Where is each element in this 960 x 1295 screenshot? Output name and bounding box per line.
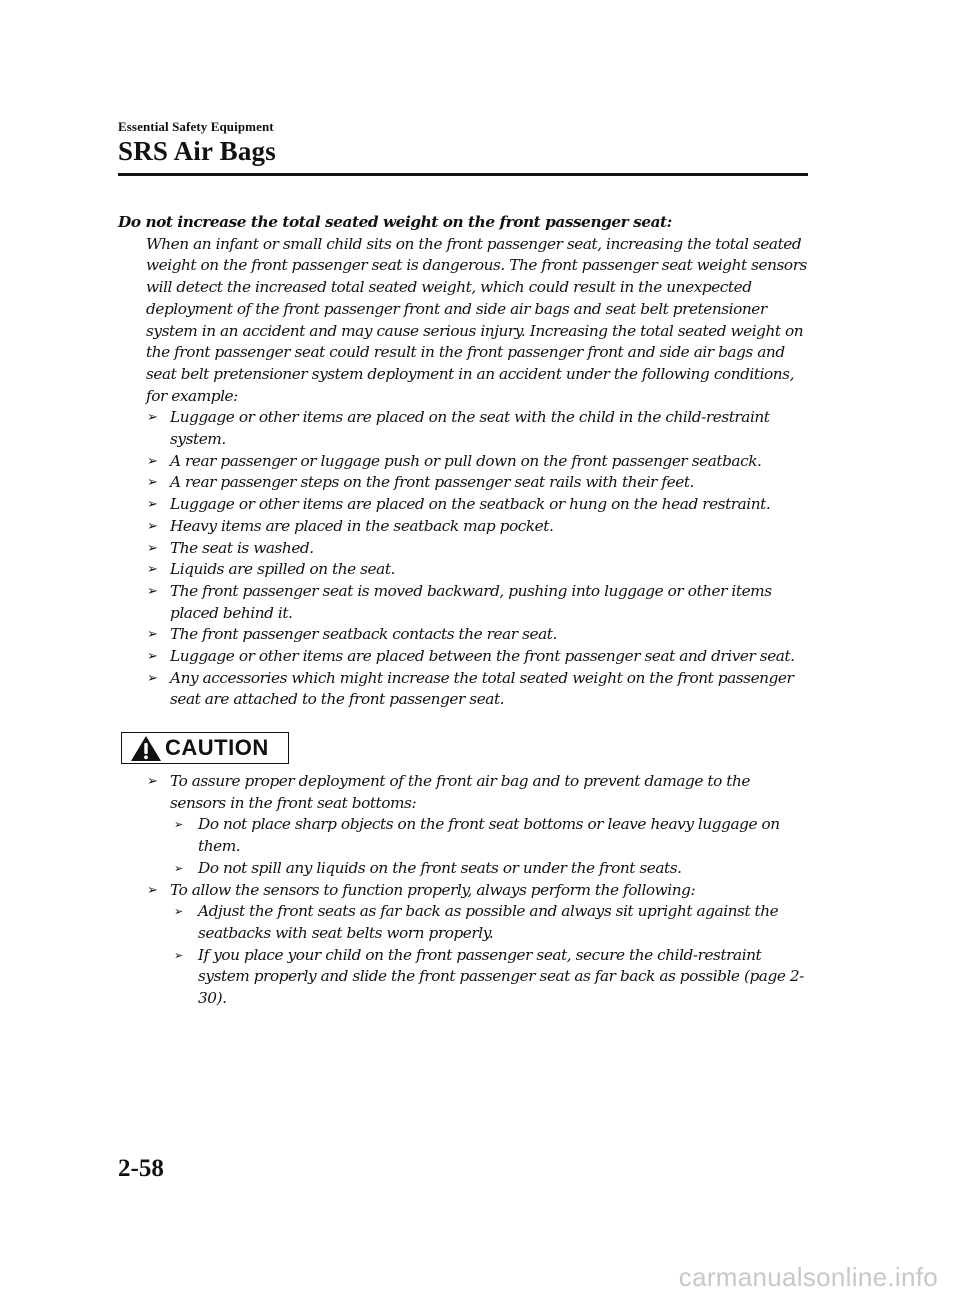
caution-list xyxy=(146,771,810,1010)
list-item xyxy=(146,646,810,668)
list-item-text: To assure proper deployment of the front air bag and to prevent damage to the sensors in the front seat bottoms: xyxy=(170,772,750,812)
sub-list-item-text: If you place your child on the front passenger seat, secure the child-restraint system properly and slide the front passenger seat as far back as possible (page 2-30). xyxy=(198,945,804,1008)
warning-heading: Do not increase the total seated weight on the front passenger seat: xyxy=(118,213,672,231)
sub-list xyxy=(170,901,810,1010)
arrowhead-bullet-icon: ➢ xyxy=(147,453,158,469)
arrowhead-bullet-icon: ➢ xyxy=(174,948,183,962)
arrowhead-bullet-icon: ➢ xyxy=(174,818,183,832)
list-item xyxy=(146,472,810,494)
sub-list-item xyxy=(170,945,810,1010)
arrowhead-bullet-icon: ➢ xyxy=(147,649,158,665)
sub-list-item-text: Adjust the front seats as far back as possible and always sit upright against the seatbacks with seat belts worn properly. xyxy=(198,902,779,942)
caution-banner xyxy=(121,732,289,764)
list-item-text: A rear passenger steps on the front passenger seat rails with their feet. xyxy=(170,473,694,492)
list-item xyxy=(146,771,810,880)
list-item-text: The front passenger seatback contacts the rear seat. xyxy=(170,625,557,644)
sub-list-item-text: Do not place sharp objects on the front seat bottoms or leave heavy luggage on them. xyxy=(198,815,780,856)
list-item-text: Luggage or other items are placed on the seat with the child in the child-restraint system. xyxy=(170,408,770,449)
arrowhead-bullet-icon: ➢ xyxy=(147,670,158,686)
condition-list xyxy=(118,407,810,711)
arrowhead-bullet-icon: ➢ xyxy=(147,518,158,534)
list-item xyxy=(146,516,810,538)
list-item-text: Luggage or other items are placed on the seatback or hung on the head restraint. xyxy=(170,495,771,514)
list-item xyxy=(146,559,810,581)
list-item xyxy=(146,880,810,1010)
arrowhead-bullet-icon: ➢ xyxy=(147,540,158,556)
arrowhead-bullet-icon: ➢ xyxy=(147,627,158,643)
sub-list xyxy=(170,814,810,879)
seated-weight-warning xyxy=(118,212,810,711)
list-item-text: To allow the sensors to function properly, always perform the following: xyxy=(170,880,696,899)
list-item-text: A rear passenger or luggage push or pull down on the front passenger seatback. xyxy=(170,451,762,470)
list-item xyxy=(146,668,810,711)
arrowhead-bullet-icon: ➢ xyxy=(147,562,158,578)
section-label: Essential Safety Equipment xyxy=(118,119,274,134)
list-item-text: The front passenger seat is moved backward, pushing into luggage or other items placed behind it. xyxy=(170,581,772,622)
arrowhead-bullet-icon: ➢ xyxy=(147,410,158,426)
list-item xyxy=(146,451,810,473)
arrowhead-bullet-icon: ➢ xyxy=(147,475,158,491)
arrowhead-bullet-icon: ➢ xyxy=(174,905,183,919)
list-item-text: Any accessories which might increase the total seated weight on the front passenger seat are attached to the front passenger seat. xyxy=(170,668,794,709)
list-item xyxy=(146,538,810,560)
warning-body: When an infant or small child sits on the front passenger seat, increasing the total seated weight on the front passenger seat is dangerous. The front passenger seat weight sensors will detect the increased total seated weight, which could result in the unexpected deployment of the front passenger front and side air bags and seat belt pretensioner system in an accident and may cause serious injury. Increasing the total seated weight on the front passenger seat could result in the front passenger front and side air bags and seat belt pretensioner system deployment in an accident under the following conditions, for example: xyxy=(146,234,807,405)
sub-list-item xyxy=(170,901,810,944)
arrowhead-bullet-icon: ➢ xyxy=(147,497,158,513)
arrowhead-bullet-icon: ➢ xyxy=(174,861,183,875)
caution-content xyxy=(146,771,810,1010)
arrowhead-bullet-icon: ➢ xyxy=(147,882,158,898)
list-item xyxy=(146,624,810,646)
list-item-text: The seat is washed. xyxy=(170,538,314,557)
watermark: carmanualsonline.info xyxy=(678,1262,938,1292)
caution-label: CAUTION xyxy=(165,735,269,760)
list-item xyxy=(146,494,810,516)
sub-list-item xyxy=(170,858,810,880)
list-item xyxy=(146,581,810,624)
warning-triangle-icon xyxy=(129,734,163,762)
sub-list-item-text: Do not spill any liquids on the front seats or under the front seats. xyxy=(198,858,682,877)
list-item-text: Heavy items are placed in the seatback map pocket. xyxy=(170,516,554,535)
title-divider xyxy=(118,173,808,176)
list-item xyxy=(146,407,810,450)
arrowhead-bullet-icon: ➢ xyxy=(147,774,158,789)
page-title: SRS Air Bags xyxy=(118,136,276,166)
list-item-text: Luggage or other items are placed between the front passenger seat and driver seat. xyxy=(170,647,795,666)
arrowhead-bullet-icon: ➢ xyxy=(147,583,158,599)
page-number: 2-58 xyxy=(118,1155,164,1182)
list-item-text: Liquids are spilled on the seat. xyxy=(170,560,395,579)
sub-list-item xyxy=(170,814,810,857)
